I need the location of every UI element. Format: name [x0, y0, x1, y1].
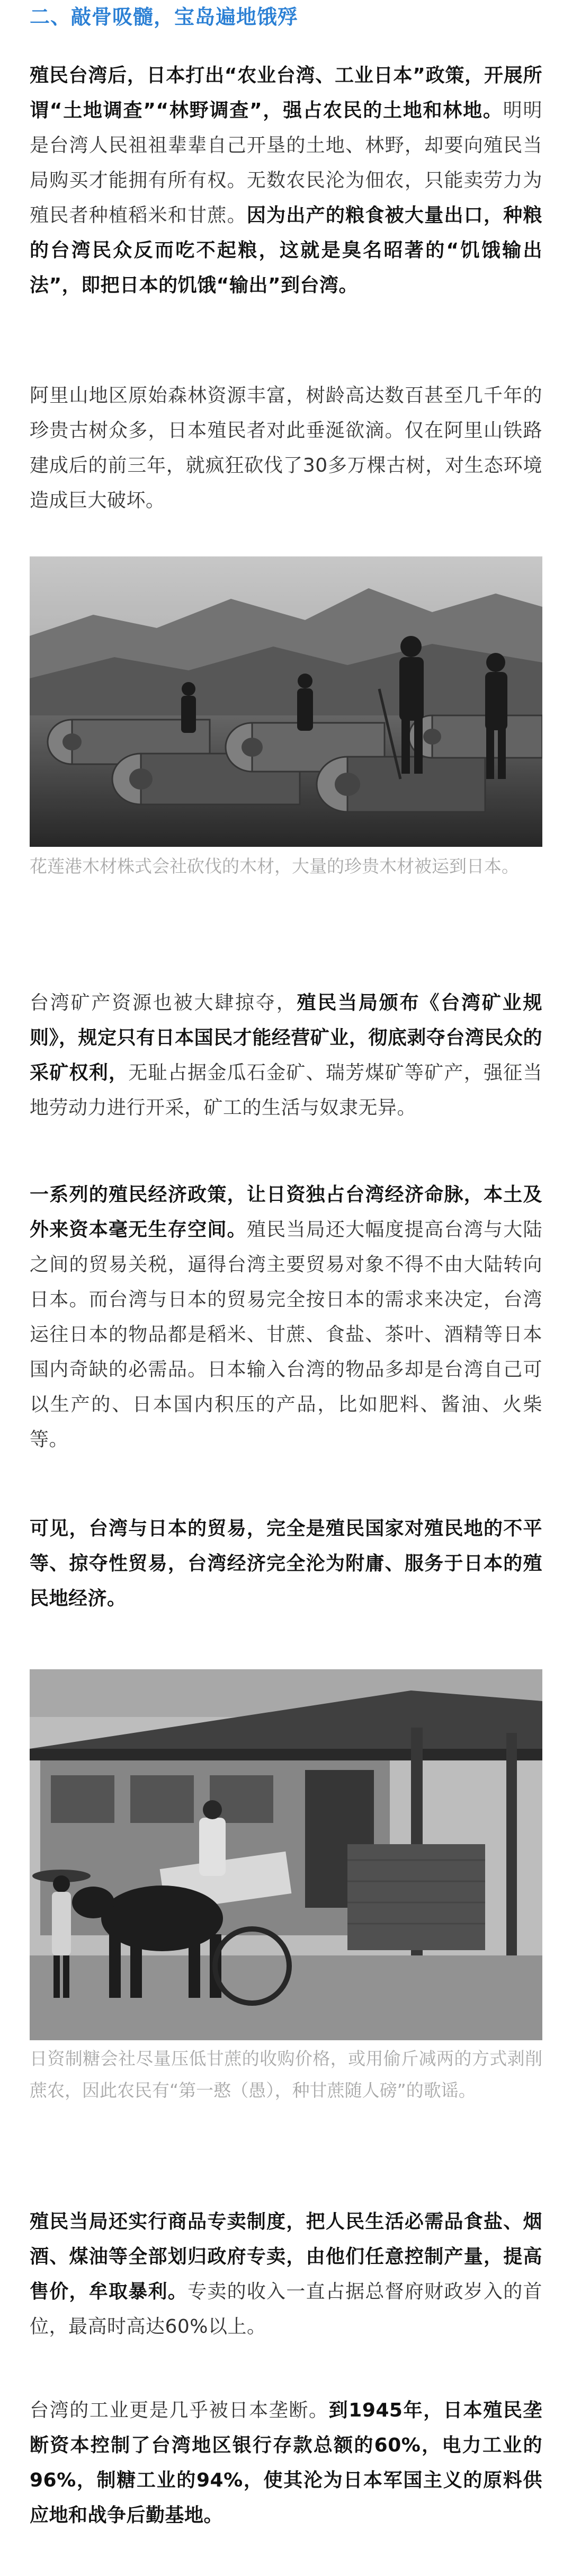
caption-sugar-photo: 日资制糖会社尽量压低甘蔗的收购价格，或用偷斤减两的方式剥削蔗农，因此农民有“第一憨（愚），种甘蔗随人磅”的歌谣。	[30, 2048, 542, 2101]
bold-text: 到1945年，日本殖民垄断资本控制了台湾地区银行存款总额的60%，电力工业的96%，制糖工业的94%，使其沦为日本军国主义的原料供应地和战争后勤基地。	[30, 2400, 542, 2526]
bold-text: 可见，台湾与日本的贸易，完全是殖民国家对殖民地的不平等、掠夺性贸易，台湾经济完全沦为附庸、服务于日本的殖民地经济。	[30, 1518, 542, 1609]
paragraph-land-policy	[30, 58, 542, 357]
body-text: 阿里山地区原始森林资源丰富，树龄高达数百甚至几千年的珍贵古树众多，日本殖民者对此垂涎欲滴。仅在阿里山铁路建成后的前三年，就疯狂砍伐了30多万棵古树，对生态环境造成巨大破坏。	[30, 385, 542, 511]
paragraph-trade-conclusion	[30, 1511, 542, 1651]
paragraph-monopoly	[30, 2205, 542, 2379]
paragraph-mining	[30, 986, 542, 1161]
paragraph-economic-policy	[30, 1178, 542, 1491]
body-text: 明明是台湾人民祖祖辈辈自己开垦的土地、林野，却要向殖民当局购买才能拥有所有权。无数农民沦为佃农，只能卖劳力为殖民者种植稻米和甘蔗。	[30, 100, 542, 226]
section-heading: 二、敲骨吸髓，宝岛遍地饿殍	[30, 5, 299, 29]
body-text: 专卖的收入一直占据总督府财政岁入的首位，最高时高达60%以上。	[30, 2281, 542, 2338]
timber-logging-photo-image	[30, 556, 542, 847]
body-text: 无耻占据金瓜石金矿、瑞芳煤矿等矿产，强征当地劳动力进行开采，矿工的生活与奴隶无异。	[30, 1062, 542, 1119]
bold-text: 殖民当局还实行商品专卖制度，把人民生活必需品食盐、烟酒、煤油等全部划归政府专卖，由他们任意控制产量，提高售价，牟取暴利。	[30, 2211, 542, 2303]
bold-text: 殖民当局颁布《台湾矿业规则》，规定只有日本国民才能经营矿业，彻底剥夺台湾民众的采矿权利，	[30, 992, 542, 1084]
caption-timber-photo: 花莲港木材株式会社砍伐的木材，大量的珍贵木材被运到日本。	[30, 856, 519, 877]
body-text: 台湾的工业更是几乎被日本垄断。	[30, 2400, 329, 2421]
photo-sugar-factory	[30, 1669, 542, 2040]
bold-text: 一系列的殖民经济政策，让日资独占台湾经济命脉，本土及外来资本毫无生存空间。	[30, 1184, 542, 1241]
body-text: 殖民当局还大幅度提高台湾与大陆之间的贸易关税，逼得台湾主要贸易对象不得不由大陆转向日本。而台湾与日本的贸易完全按日本的需求来决定，台湾运往日本的物品都是稻米、甘蔗、食盐、茶叶、酒精等日本国内奇缺的必需品。日本输入台湾的物品多却是台湾自己可以生产的、日本国内积压的产品，比如肥料、酱油、火柴等。	[30, 1219, 542, 1450]
paragraph-alishan-forest	[30, 378, 542, 555]
bold-text: 因为出产的粮食被大量出口，种粮的台湾民众反而吃不起粮，这就是臭名昭著的“饥饿输出法”，即把日本的饥饿“输出”到台湾。	[30, 205, 542, 296]
body-text: 台湾矿产资源也被大肆掠夺，	[30, 992, 297, 1014]
photo-timber-logging	[30, 556, 542, 847]
paragraph-industry	[30, 2393, 542, 2573]
bold-text: 殖民台湾后，日本打出“农业台湾、工业日本”政策，开展所谓“土地调查”“林野调查”，强占农民的土地和林地。	[30, 65, 542, 121]
sugar-factory-photo-image	[30, 1669, 542, 2040]
